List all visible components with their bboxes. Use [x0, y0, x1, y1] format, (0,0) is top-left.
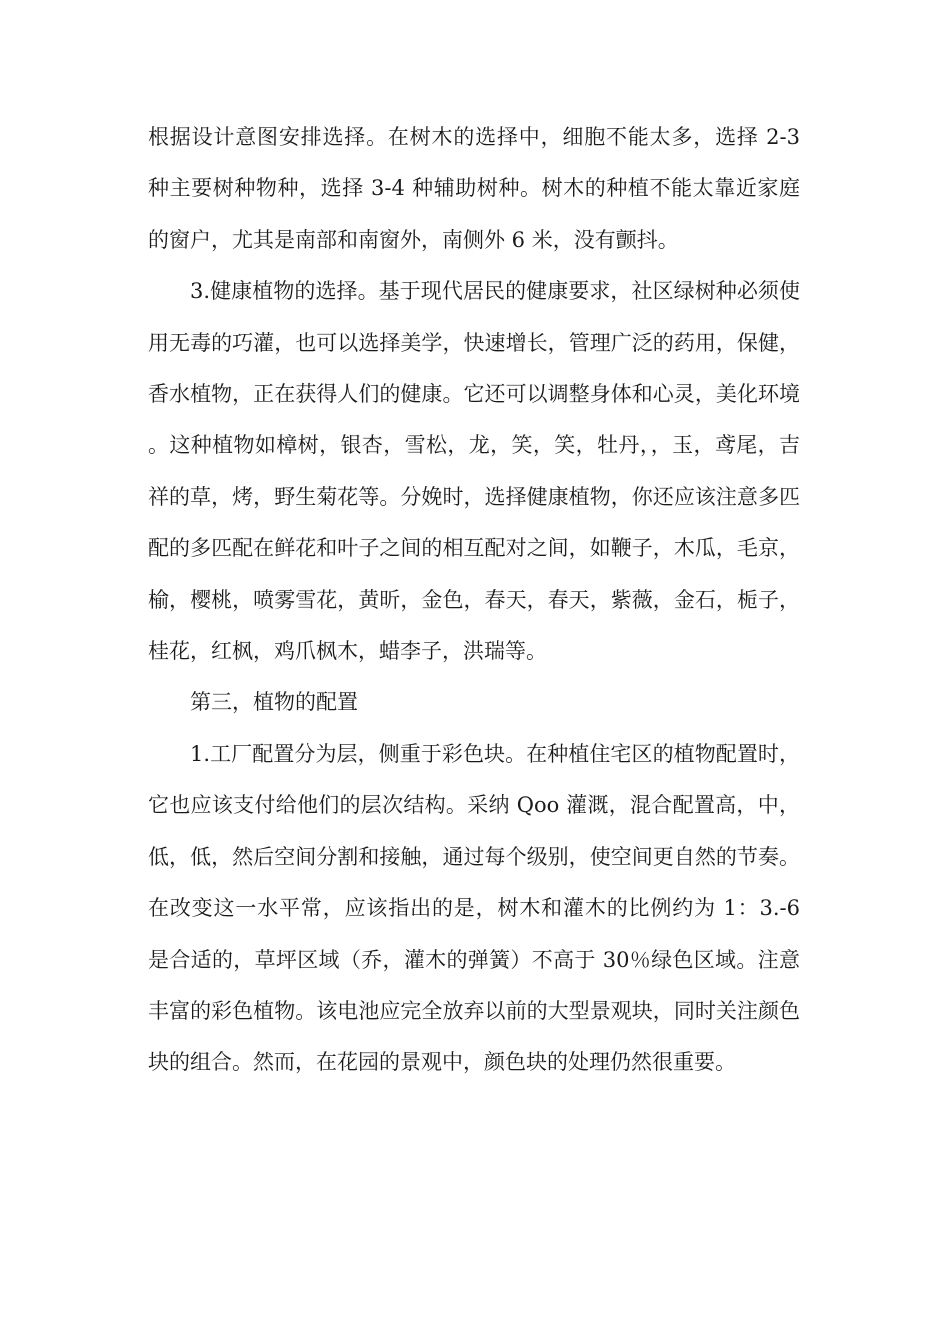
paragraph-tree-selection: 根据设计意图安排选择。在树木的选择中，细胞不能太多，选择 2-3 种主要树种物种，选择 3-4 种辅助树种。树木的种植不能太靠近家庭的窗户，尤其是南部和南窗外，南侧外 6 米，没有颤抖。	[148, 125, 800, 252]
paragraph-healthy-plants: 3.健康植物的选择。基于现代居民的健康要求，社区绿树种必须使用无毒的巧灌，也可以选择美学，快速增长，管理广泛的药用，保健，香水植物，正在获得人们的健康。它还可以调整身体和心灵，美化环境。这种植物如樟树，银杏，雪松，龙，笑，笑，牡丹，，玉，鸢尾，吉祥的草，烤，野生菊花等。分娩时，选择健康植物，你还应该注意多匹配的多匹配在鲜花和叶子之间的相互配对之间，如鞭子，木瓜，毛京，榆，樱桃，喷雾雪花，黄昕，金色，春天，春天，紫薇，金石，栀子，桂花，红枫，鸡爪枫木，蜡李子，洪瑞等。	[148, 279, 800, 664]
paragraph-layered-configuration: 1.工厂配置分为层，侧重于彩色块。在种植住宅区的植物配置时，它也应该支付给他们的层次结构。采纳 Qoo 灌溉，混合配置高，中，低，低，然后空间分割和接触，通过每个级别，使空间更自然的节奏。在改变这一水平常，应该指出的是，树木和灌木的比例约为 1：3.-6 是合适的，草坪区域（乔，灌木的弹簧）不高于 30％绿色区域。注意丰富的彩色植物。该电池应完全放弃以前的大型景观块，同时关注颜色块的组合。然而，在花园的景观中，颜色块的处理仍然很重要。	[148, 741, 800, 1075]
document-body	[148, 112, 800, 1089]
section-heading-plant-configuration: 第三，植物的配置	[190, 690, 358, 715]
